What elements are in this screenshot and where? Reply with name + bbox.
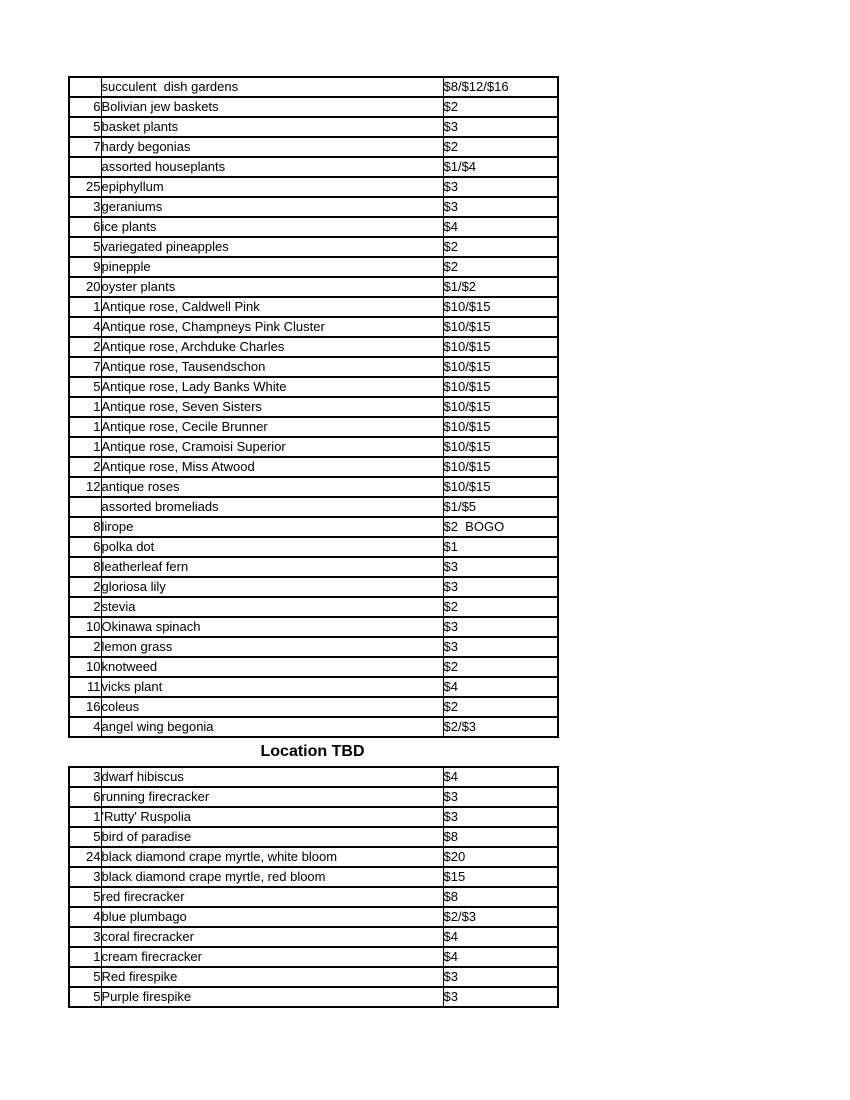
price-cell: $10/$15	[443, 477, 558, 497]
plant-name-cell: polka dot	[101, 537, 443, 557]
quantity-cell: 16	[69, 697, 101, 717]
quantity-cell: 2	[69, 597, 101, 617]
table-row	[69, 677, 558, 697]
price-cell: $10/$15	[443, 457, 558, 477]
plant-name-cell: Antique rose, Archduke Charles	[101, 337, 443, 357]
quantity-cell: 5	[69, 827, 101, 847]
quantity-cell: 25	[69, 177, 101, 197]
price-cell: $10/$15	[443, 317, 558, 337]
quantity-cell: 4	[69, 907, 101, 927]
plant-name-cell: running firecracker	[101, 787, 443, 807]
quantity-cell: 4	[69, 317, 101, 337]
price-cell: $2	[443, 137, 558, 157]
table-row	[69, 867, 558, 887]
table-row	[69, 217, 558, 237]
price-cell: $2	[443, 597, 558, 617]
price-cell: $15	[443, 867, 558, 887]
price-cell: $2	[443, 97, 558, 117]
plant-name-cell: cream firecracker	[101, 947, 443, 967]
quantity-cell: 3	[69, 867, 101, 887]
quantity-cell: 7	[69, 357, 101, 377]
table-row	[69, 237, 558, 257]
plant-name-cell: 'Rutty' Ruspolia	[101, 807, 443, 827]
quantity-cell: 1	[69, 297, 101, 317]
plant-name-cell: bird of paradise	[101, 827, 443, 847]
price-cell: $10/$15	[443, 297, 558, 317]
price-cell: $3	[443, 617, 558, 637]
table-row	[69, 557, 558, 577]
table-row	[69, 357, 558, 377]
price-cell: $2/$3	[443, 907, 558, 927]
plant-name-cell: Okinawa spinach	[101, 617, 443, 637]
table-row	[69, 257, 558, 277]
quantity-cell: 5	[69, 237, 101, 257]
price-cell: $2	[443, 257, 558, 277]
table-row	[69, 177, 558, 197]
table-row	[69, 697, 558, 717]
table-row	[69, 157, 558, 177]
quantity-cell: 2	[69, 577, 101, 597]
price-cell: $8	[443, 887, 558, 907]
plant-name-cell: Red firespike	[101, 967, 443, 987]
quantity-cell: 6	[69, 217, 101, 237]
quantity-cell: 10	[69, 657, 101, 677]
price-cell: $3	[443, 177, 558, 197]
plant-table-upper	[68, 76, 559, 738]
plant-name-cell: assorted bromeliads	[101, 497, 443, 517]
price-cell: $2	[443, 237, 558, 257]
table-row	[69, 457, 558, 477]
price-cell: $3	[443, 637, 558, 657]
quantity-cell: 6	[69, 537, 101, 557]
price-cell: $10/$15	[443, 377, 558, 397]
price-cell: $1	[443, 537, 558, 557]
plant-name-cell: lirope	[101, 517, 443, 537]
quantity-cell: 1	[69, 397, 101, 417]
plant-name-cell: antique roses	[101, 477, 443, 497]
table-row	[69, 497, 558, 517]
table-row	[69, 197, 558, 217]
quantity-cell: 2	[69, 337, 101, 357]
price-cell: $10/$15	[443, 357, 558, 377]
quantity-cell: 7	[69, 137, 101, 157]
table-row	[69, 987, 558, 1007]
table-row	[69, 657, 558, 677]
plant-name-cell: stevia	[101, 597, 443, 617]
quantity-cell	[69, 77, 101, 97]
price-cell: $2	[443, 697, 558, 717]
price-cell: $4	[443, 947, 558, 967]
quantity-cell: 6	[69, 787, 101, 807]
price-cell: $3	[443, 117, 558, 137]
plant-name-cell: Antique rose, Caldwell Pink	[101, 297, 443, 317]
plant-name-cell: angel wing begonia	[101, 717, 443, 737]
quantity-cell: 5	[69, 967, 101, 987]
table-row	[69, 337, 558, 357]
plant-name-cell: Antique rose, Miss Atwood	[101, 457, 443, 477]
table-row	[69, 517, 558, 537]
table-row	[69, 437, 558, 457]
plant-name-cell: red firecracker	[101, 887, 443, 907]
table-row	[69, 277, 558, 297]
table-row	[69, 807, 558, 827]
quantity-cell: 3	[69, 197, 101, 217]
table-row	[69, 787, 558, 807]
plant-name-cell: Antique rose, Seven Sisters	[101, 397, 443, 417]
quantity-cell	[69, 497, 101, 517]
price-cell: $10/$15	[443, 397, 558, 417]
table-row	[69, 847, 558, 867]
price-cell: $3	[443, 987, 558, 1007]
price-cell: $2 BOGO	[443, 517, 558, 537]
plant-name-cell: blue plumbago	[101, 907, 443, 927]
table-row	[69, 927, 558, 947]
plant-name-cell: lemon grass	[101, 637, 443, 657]
quantity-cell: 1	[69, 947, 101, 967]
price-cell: $20	[443, 847, 558, 867]
plant-table-location-tbd	[68, 766, 559, 1008]
table-row	[69, 97, 558, 117]
plant-name-cell: hardy begonias	[101, 137, 443, 157]
quantity-cell: 5	[69, 117, 101, 137]
plant-name-cell: geraniums	[101, 197, 443, 217]
table-row	[69, 477, 558, 497]
plant-name-cell: coleus	[101, 697, 443, 717]
quantity-cell: 1	[69, 417, 101, 437]
plant-name-cell: dwarf hibiscus	[101, 767, 443, 787]
plant-name-cell: oyster plants	[101, 277, 443, 297]
table-row	[69, 597, 558, 617]
quantity-cell: 5	[69, 887, 101, 907]
price-cell: $3	[443, 807, 558, 827]
price-cell: $3	[443, 577, 558, 597]
table-row	[69, 637, 558, 657]
plant-price-list	[68, 76, 557, 1008]
plant-name-cell: coral firecracker	[101, 927, 443, 947]
plant-name-cell: Bolivian jew baskets	[101, 97, 443, 117]
quantity-cell: 8	[69, 557, 101, 577]
plant-name-cell: Purple firespike	[101, 987, 443, 1007]
price-cell: $3	[443, 557, 558, 577]
price-cell: $10/$15	[443, 417, 558, 437]
plant-name-cell: gloriosa lily	[101, 577, 443, 597]
quantity-cell: 12	[69, 477, 101, 497]
plant-name-cell: Antique rose, Cecile Brunner	[101, 417, 443, 437]
plant-name-cell: variegated pineapples	[101, 237, 443, 257]
table-row	[69, 577, 558, 597]
quantity-cell	[69, 157, 101, 177]
table-row	[69, 117, 558, 137]
plant-name-cell: epiphyllum	[101, 177, 443, 197]
price-cell: $4	[443, 767, 558, 787]
price-cell: $4	[443, 927, 558, 947]
plant-name-cell: Antique rose, Tausendschon	[101, 357, 443, 377]
price-cell: $4	[443, 677, 558, 697]
plant-name-cell: knotweed	[101, 657, 443, 677]
price-cell: $10/$15	[443, 437, 558, 457]
table-row	[69, 417, 558, 437]
quantity-cell: 2	[69, 637, 101, 657]
price-cell: $3	[443, 967, 558, 987]
quantity-cell: 1	[69, 437, 101, 457]
price-cell: $8	[443, 827, 558, 847]
table-row	[69, 397, 558, 417]
plant-name-cell: pinepple	[101, 257, 443, 277]
price-cell: $2	[443, 657, 558, 677]
table-row	[69, 377, 558, 397]
table-row	[69, 947, 558, 967]
price-cell: $3	[443, 197, 558, 217]
price-cell: $3	[443, 787, 558, 807]
quantity-cell: 11	[69, 677, 101, 697]
quantity-cell: 8	[69, 517, 101, 537]
table-row	[69, 827, 558, 847]
section-heading-location-tbd: Location TBD	[260, 743, 365, 760]
plant-name-cell: Antique rose, Lady Banks White	[101, 377, 443, 397]
quantity-cell: 4	[69, 717, 101, 737]
quantity-cell: 24	[69, 847, 101, 867]
plant-name-cell: succulent dish gardens	[101, 77, 443, 97]
table-row	[69, 907, 558, 927]
table-row	[69, 887, 558, 907]
plant-name-cell: vicks plant	[101, 677, 443, 697]
plant-name-cell: leatherleaf fern	[101, 557, 443, 577]
table-row	[69, 317, 558, 337]
price-cell: $1/$2	[443, 277, 558, 297]
quantity-cell: 1	[69, 807, 101, 827]
table-row	[69, 717, 558, 737]
table-row	[69, 77, 558, 97]
plant-name-cell: Antique rose, Champneys Pink Cluster	[101, 317, 443, 337]
plant-name-cell: basket plants	[101, 117, 443, 137]
table-row	[69, 537, 558, 557]
plant-name-cell: assorted houseplants	[101, 157, 443, 177]
plant-name-cell: black diamond crape myrtle, red bloom	[101, 867, 443, 887]
table-row	[69, 767, 558, 787]
price-cell: $10/$15	[443, 337, 558, 357]
table-row	[69, 967, 558, 987]
table-row	[69, 297, 558, 317]
price-cell: $4	[443, 217, 558, 237]
table-row	[69, 617, 558, 637]
price-cell: $2/$3	[443, 717, 558, 737]
plant-name-cell: ice plants	[101, 217, 443, 237]
plant-name-cell: black diamond crape myrtle, white bloom	[101, 847, 443, 867]
quantity-cell: 6	[69, 97, 101, 117]
quantity-cell: 10	[69, 617, 101, 637]
quantity-cell: 2	[69, 457, 101, 477]
quantity-cell: 5	[69, 377, 101, 397]
quantity-cell: 5	[69, 987, 101, 1007]
price-cell: $1/$5	[443, 497, 558, 517]
price-cell: $1/$4	[443, 157, 558, 177]
table-row	[69, 137, 558, 157]
quantity-cell: 20	[69, 277, 101, 297]
quantity-cell: 9	[69, 257, 101, 277]
quantity-cell: 3	[69, 767, 101, 787]
plant-name-cell: Antique rose, Cramoisi Superior	[101, 437, 443, 457]
price-cell: $8/$12/$16	[443, 77, 558, 97]
quantity-cell: 3	[69, 927, 101, 947]
